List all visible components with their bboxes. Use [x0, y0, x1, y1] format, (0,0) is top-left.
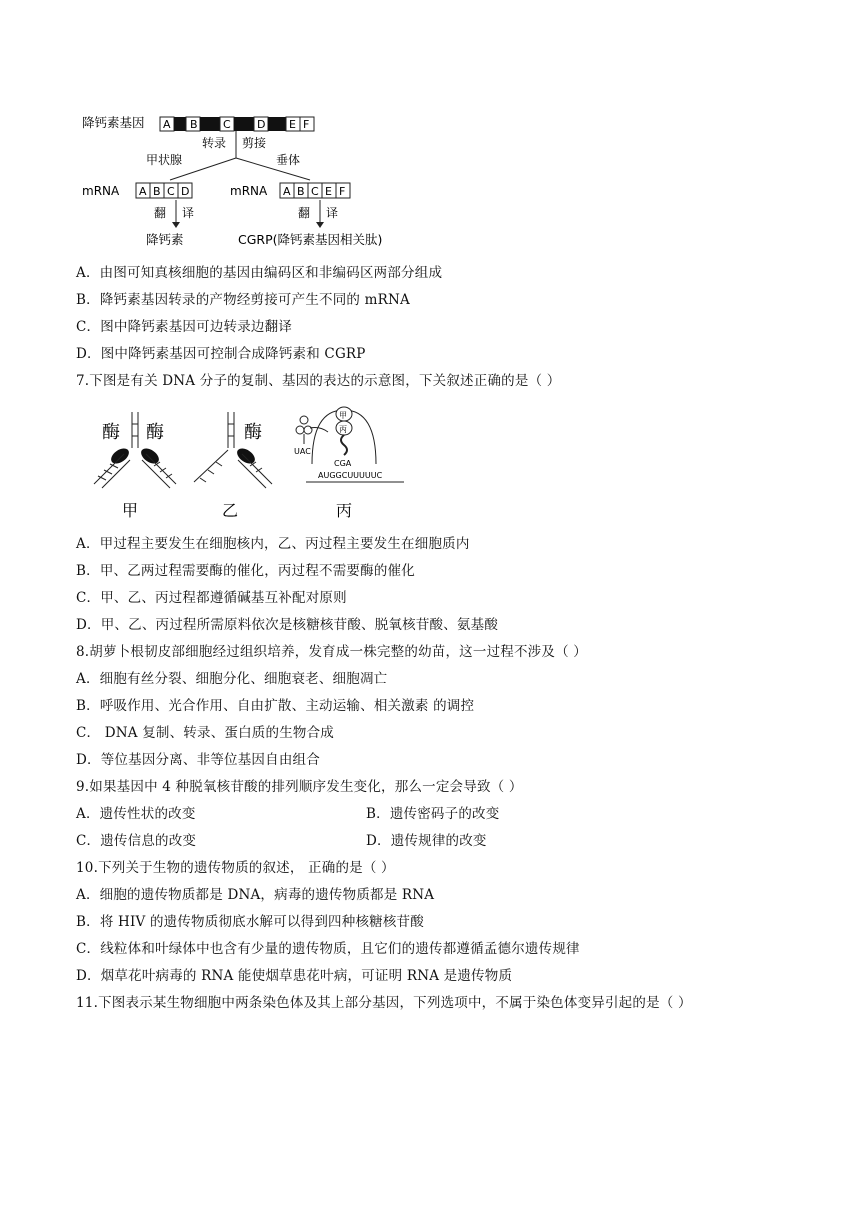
gene-seg-b: B: [190, 118, 198, 131]
mrna-right-e: E: [325, 185, 332, 198]
yi-enzyme: 酶: [244, 422, 262, 443]
gene-label: 降钙素基因: [82, 115, 145, 130]
q10-option-b: B．将 HIV 的遗传物质彻底水解可以得到四种核糖核苷酸: [76, 914, 424, 930]
q7-option-b: B．甲、乙两过程需要酶的催化，丙过程不需要酶的催化: [76, 563, 415, 579]
q7-option-a: A．甲过程主要发生在细胞核内，乙、丙过程主要发生在细胞质内: [76, 536, 470, 552]
mrna-right-c: C: [311, 185, 319, 198]
yi-diagram: [194, 412, 272, 520]
q11-stem: 11.下图表示某生物细胞中两条染色体及其上部分基因，下列选项中，不属于染色体变异引起的是（ ）: [76, 995, 692, 1011]
codon-label: CGA: [334, 459, 352, 468]
gene-seg-c: C: [223, 118, 231, 131]
ribosome-mid-label: 丙: [339, 425, 347, 434]
dna-process-figure: [84, 404, 414, 524]
mrna-right-f: F: [339, 185, 346, 198]
dna-process-diagram: [84, 404, 414, 524]
q8-option-d: D．等位基因分离、非等位基因自由组合: [76, 752, 320, 768]
gene-seg-f: F: [303, 118, 310, 131]
translate-left-1: 翻: [154, 206, 167, 220]
translate-right-1: 翻: [298, 206, 311, 220]
q8-option-b: B．呼吸作用、光合作用、自由扩散、主动运输、相关激素 的调控: [76, 698, 475, 714]
translate-left-2: 译: [182, 206, 195, 220]
trna-label: UAC: [294, 447, 311, 456]
splice-label: 剪接: [242, 136, 267, 150]
jia-label: 甲: [122, 501, 139, 520]
mrna-left-d: D: [181, 185, 190, 198]
mrna-left-a: A: [139, 185, 147, 198]
calcitonin-gene-figure: [80, 112, 420, 252]
q10-option-c: C．线粒体和叶绿体中也含有少量的遗传物质，且它们的遗传都遵循孟德尔遗传规律: [76, 941, 580, 957]
q10-option-a: A．细胞的遗传物质都是 DNA，病毒的遗传物质都是 RNA: [76, 887, 435, 903]
q8-option-c: C． DNA 复制、转录、蛋白质的生物合成: [76, 725, 334, 741]
gene-seg-d: D: [257, 118, 266, 131]
jia-enzyme-left: 酶: [102, 422, 120, 443]
q7-option-d: D．甲、乙、丙过程所需原料依次是核糖核苷酸、脱氧核苷酸、氨基酸: [76, 617, 499, 633]
q6-option-c: C．图中降钙素基因可边转录边翻译: [76, 319, 293, 335]
mrna-right-a: A: [283, 185, 291, 198]
q9-row-cd: [76, 832, 487, 850]
gene-seg-e: E: [289, 118, 296, 131]
product-right: CGRP(降钙素基因相关肽): [238, 232, 383, 247]
q7-stem: 7.下图是有关 DNA 分子的复制、基因的表达的示意图，下关叙述正确的是（ ）: [76, 373, 561, 389]
ribosome-top-label: 甲: [339, 411, 347, 420]
q8-option-a: A．细胞有丝分裂、细胞分化、细胞衰老、细胞凋亡: [76, 671, 388, 687]
transcribe-label: 转录: [202, 136, 227, 150]
q9-option-a: A．遗传性状的改变: [76, 806, 196, 822]
q9-option-c: C．遗传信息的改变: [76, 833, 197, 849]
bing-diagram: [294, 407, 404, 520]
gene-bar: [160, 117, 314, 131]
mrna-left-label: mRNA: [82, 184, 120, 198]
jia-enzyme-right: 酶: [146, 422, 164, 443]
gene-seg-a: A: [163, 118, 171, 131]
q9-option-d: D．遗传规律的改变: [366, 833, 487, 849]
q10-stem: 10.下列关于生物的遗传物质的叙述， 正确的是（ ）: [76, 860, 395, 876]
q7-option-c: C．甲、乙、丙过程都遵循碱基互补配对原则: [76, 590, 347, 606]
q6-option-d: D．图中降钙素基因可控制合成降钙素和 CGRP: [76, 346, 366, 362]
jia-diagram: [94, 412, 176, 520]
q9-row-ab: [76, 805, 500, 823]
q6-option-b: B．降钙素基因转录的产物经剪接可产生不同的 mRNA: [76, 292, 410, 308]
mrna-left-b: B: [153, 185, 161, 198]
mrna-left-c: C: [167, 185, 175, 198]
bing-label: 丙: [336, 501, 353, 520]
translate-right-2: 译: [326, 206, 339, 220]
mrna-seq: AUGGCUUUUUC: [318, 471, 383, 480]
mrna-right-b: B: [297, 185, 305, 198]
mrna-right-label: mRNA: [230, 184, 268, 198]
q9-stem: 9.如果基因中 4 种脱氧核苷酸的排列顺序发生变化，那么一定会导致（ ）: [76, 779, 523, 795]
pituitary-label: 垂体: [276, 153, 301, 167]
mrna-left-bar: [136, 183, 192, 198]
q10-option-d: D．烟草花叶病毒的 RNA 能使烟草患花叶病，可证明 RNA 是遗传物质: [76, 968, 513, 984]
calcitonin-diagram: [80, 112, 420, 252]
mrna-right-bar: [280, 183, 350, 198]
q6-option-a: A．由图可知真核细胞的基因由编码区和非编码区两部分组成: [76, 265, 443, 281]
thyroid-label: 甲状腺: [146, 153, 183, 167]
yi-label: 乙: [222, 501, 239, 520]
q8-stem: 8.胡萝卜根韧皮部细胞经过组织培养，发育成一株完整的幼苗，这一过程不涉及（ ）: [76, 644, 587, 660]
q9-option-b: B．遗传密码子的改变: [366, 806, 500, 822]
product-left: 降钙素: [146, 232, 184, 247]
